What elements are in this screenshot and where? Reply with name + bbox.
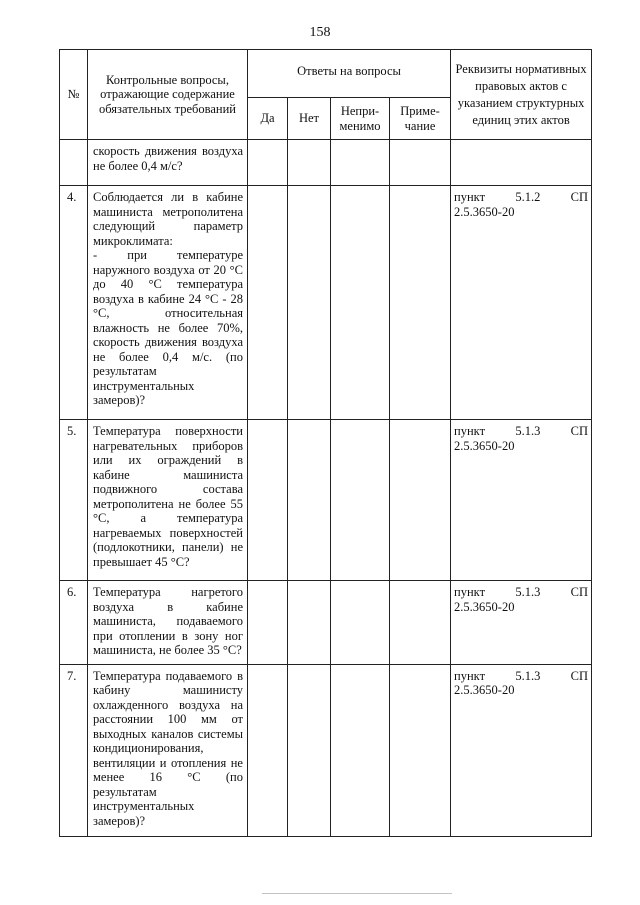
row-reference xyxy=(451,140,592,186)
reference-line xyxy=(454,669,588,684)
reference-line xyxy=(454,190,588,205)
reference-clause-label: пункт xyxy=(454,668,486,683)
question-text-part: Соблюдается ли в кабине машиниста метрополитена следующий параметр микроклимата: xyxy=(93,190,243,248)
reference-clause-label: пункт xyxy=(454,190,486,204)
header-note xyxy=(390,98,451,140)
answer-no-cell[interactable] xyxy=(288,420,331,581)
reference-doc-number: 2.5.3650-20 xyxy=(454,438,515,453)
table-row xyxy=(60,581,592,665)
reference-clause-number: 5.1.3 xyxy=(515,424,541,438)
answer-not-applicable-cell[interactable] xyxy=(331,420,390,581)
header-not-applicable-1: Непри- xyxy=(340,103,380,118)
row-question xyxy=(88,186,248,420)
row-question xyxy=(88,420,248,581)
header-note-1: Приме- xyxy=(400,103,440,118)
answer-not-applicable-cell[interactable] xyxy=(331,581,390,665)
header-not-applicable xyxy=(331,98,390,140)
answer-not-applicable-cell[interactable] xyxy=(331,186,390,420)
header-yes: Да xyxy=(248,98,288,140)
row-question xyxy=(88,664,248,836)
table-row xyxy=(60,420,592,581)
answer-not-applicable-cell[interactable] xyxy=(331,664,390,836)
row-number xyxy=(60,140,88,186)
answer-yes-cell[interactable] xyxy=(248,664,288,836)
question-text: скорость движения воздуха не более 0,4 м/с? xyxy=(93,144,243,173)
row-reference xyxy=(451,664,592,836)
question-text-part: - при температуре наружного воздуха от 20 °С до 40 °С температура воздуха в кабине 24 °С - 28 °С, относительная влажность не более 70%, скорость движения воздуха не более 0,4 м/с. (по результатам инструментальных замеров)? xyxy=(93,248,243,407)
header-references-text: Реквизиты нормативных правовых актов с указанием структурных единиц этих актов xyxy=(455,61,587,127)
answer-no-cell[interactable] xyxy=(288,581,331,665)
header-not-applicable-2: менимо xyxy=(339,118,381,133)
header-references xyxy=(451,50,592,140)
reference-doc-number: 2.5.3650-20 xyxy=(454,204,515,219)
question-text: Температура поверхности нагревательных приборов или их ограждений в кабине машиниста подвижного состава метрополитена не более 55 °С, а температура нагреваемых поверхностей (подлокотники, панели) не превышает 45 °С? xyxy=(93,424,243,569)
reference-line xyxy=(454,424,588,439)
row-question xyxy=(88,581,248,665)
reference-doc-type: СП xyxy=(570,585,589,599)
answer-yes-cell[interactable] xyxy=(248,581,288,665)
row-number: 4. xyxy=(60,186,88,420)
header-questions xyxy=(88,50,248,140)
reference-clause-number: 5.1.3 xyxy=(515,668,541,683)
question-text xyxy=(93,190,243,408)
reference-clause-label: пункт xyxy=(454,585,486,599)
row-number: 7. xyxy=(60,664,88,836)
header-no: Нет xyxy=(288,98,331,140)
row-reference xyxy=(451,420,592,581)
header-note-2: чание xyxy=(404,118,436,133)
reference-doc-number: 2.5.3650-20 xyxy=(454,599,515,614)
answer-note-cell[interactable] xyxy=(390,664,451,836)
reference-clause-label: пункт xyxy=(454,424,486,438)
table-row xyxy=(60,186,592,420)
answer-no-cell[interactable] xyxy=(288,186,331,420)
row-number: 6. xyxy=(60,581,88,665)
answer-yes-cell[interactable] xyxy=(248,420,288,581)
row-reference xyxy=(451,581,592,665)
checklist-table xyxy=(59,49,592,837)
row-question xyxy=(88,140,248,186)
answer-yes-cell[interactable] xyxy=(248,140,288,186)
reference-doc-number: 2.5.3650-20 xyxy=(454,683,515,697)
reference-doc-type: СП xyxy=(570,190,589,204)
header-questions-text: Контрольные вопросы, отражающие содержание обязательных требований xyxy=(99,72,236,116)
reference-doc-type: СП xyxy=(570,424,589,438)
page-number: 158 xyxy=(309,25,331,40)
answer-note-cell[interactable] xyxy=(390,420,451,581)
answer-yes-cell[interactable] xyxy=(248,186,288,420)
answer-note-cell[interactable] xyxy=(390,581,451,665)
reference-clause-number: 5.1.3 xyxy=(515,585,541,599)
scan-edge-mark xyxy=(262,893,452,902)
table-row xyxy=(60,140,592,186)
table-row xyxy=(60,664,592,836)
answer-note-cell[interactable] xyxy=(390,140,451,186)
answer-no-cell[interactable] xyxy=(288,664,331,836)
answer-not-applicable-cell[interactable] xyxy=(331,140,390,186)
reference-clause-number: 5.1.2 xyxy=(515,190,541,204)
row-reference xyxy=(451,186,592,420)
reference-doc-type: СП xyxy=(570,668,589,683)
answer-no-cell[interactable] xyxy=(288,140,331,186)
header-number: № xyxy=(60,50,88,140)
row-number: 5. xyxy=(60,420,88,581)
question-text: Температура нагретого воздуха в кабине машиниста, подаваемого при отоплении в зону ног машиниста, не более 35 °С? xyxy=(93,585,243,657)
answer-note-cell[interactable] xyxy=(390,186,451,420)
reference-line xyxy=(454,585,588,600)
header-row xyxy=(60,50,592,98)
question-text: Температура подаваемого в кабину машинисту охлажденного воздуха на расстоянии 100 мм от выходных каналов системы кондиционирования, вентиляции и отопления не менее 16 °С (по результатам инструментальных замеров)? xyxy=(93,668,243,828)
header-answers: Ответы на вопросы xyxy=(248,50,451,98)
